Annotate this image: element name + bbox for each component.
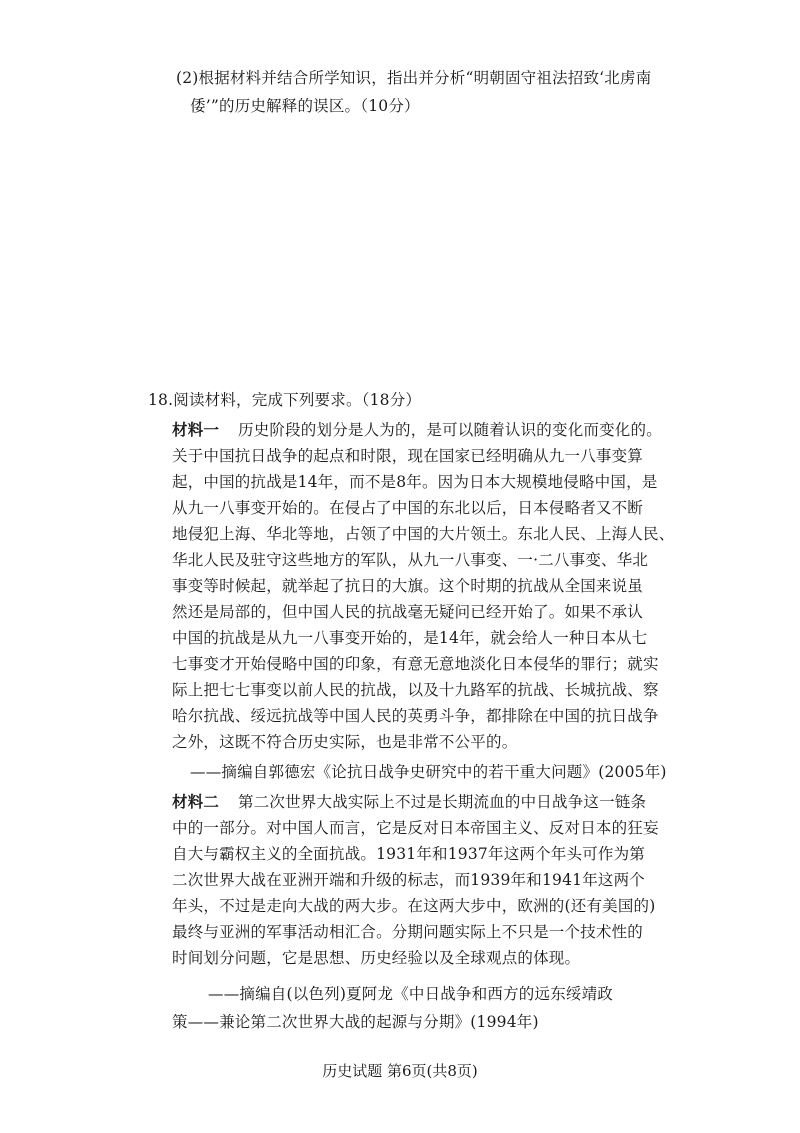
material2-line: 自大与霸权主义的全面抗战。1931年和1937年这两个年头可作为第 (172, 845, 645, 863)
material1-line: 华北人民及驻守这些地方的军队，从九一八事变、一·二八事变、华北 (172, 551, 649, 569)
material1-line: 从九一八事变开始的。在侵占了中国的东北以后，日本侵略者又不断 (172, 499, 644, 517)
material1-label: 材料一 (172, 420, 220, 439)
material1-line: 地侵犯上海、华北等地，占领了中国的大片领土。东北人民、上海人民、 (172, 525, 675, 543)
material2-line: 年头，不过是走向大战的两大步。在这两大步中，欧洲的(还有美国的) (172, 897, 656, 915)
material1-line: 中国的抗战是从九一八事变开始的，是14年，就会给人一种日本从七 (172, 629, 648, 647)
material1-line: 然还是局部的，但中国人民的抗战毫无疑问已经开始了。如果不承认 (172, 603, 644, 621)
material1-source: ——摘编自郭德宏《论抗日战争史研究中的若干重大问题》(2005年) (190, 763, 667, 781)
material2-label: 材料二 (172, 792, 220, 811)
material1-line: 起，中国的抗战是14年，而不是8年。因为日本大规模地侵略中国，是 (172, 473, 658, 491)
material2-line: 二次世界大战在亚洲开端和升级的标志，而1939年和1941年这两个 (172, 871, 645, 889)
q17-part2-line2: 倭’”的历史解释的误区。（10分） (190, 97, 420, 115)
material1-line: 事变等时候起，就举起了抗日的大旗。这个时期的抗战从全国来说虽 (172, 577, 644, 595)
material2-line: 第二次世界大战实际上不过是长期流血的中日战争这一链条 (238, 793, 647, 811)
material1-line: 之外，这既不符合历史实际，也是非常不公平的。 (172, 733, 518, 751)
material1-line: 历史阶段的划分是人为的，是可以随着认识的变化而变化的。 (238, 421, 662, 439)
material1-line: 哈尔抗战、绥远抗战等中国人民的英勇斗争，都排除在中国的抗日战争 (172, 707, 659, 725)
q18-title: 18.阅读材料，完成下列要求。（18分） (148, 391, 422, 409)
material2-line: 最终与亚洲的军事活动相汇合。分期问题实际上不只是一个技术性的 (172, 923, 644, 941)
material2-source-line2: 策——兼论第二次世界大战的起源与分期》(1994年) (172, 1013, 539, 1031)
page-footer: 历史试题 第6页(共8页) (322, 1062, 478, 1080)
material2-line: 时间划分问题，它是思想、历史经验以及全球观点的体现。 (172, 949, 581, 967)
material1-line: 关于中国抗日战争的起点和时限，现在国家已经明确从九一八事变算 (172, 447, 644, 465)
q17-part2-line1: (2)根据材料并结合所学知识，指出并分析“明朝固守祖法招致‘北虏南 (176, 69, 652, 87)
material1-line: 七事变才开始侵略中国的印象，有意无意地淡化日本侵华的罪行；就实 (172, 655, 659, 673)
material2-source-line1: ——摘编自(以色列)夏阿龙《中日战争和西方的远东绥靖政 (208, 985, 613, 1003)
material2-line: 中的一部分。对中国人而言，它是反对日本帝国主义、反对日本的狂妄 (172, 819, 659, 837)
material1-line: 际上把七七事变以前人民的抗战，以及十九路军的抗战、长城抗战、察 (172, 681, 659, 699)
